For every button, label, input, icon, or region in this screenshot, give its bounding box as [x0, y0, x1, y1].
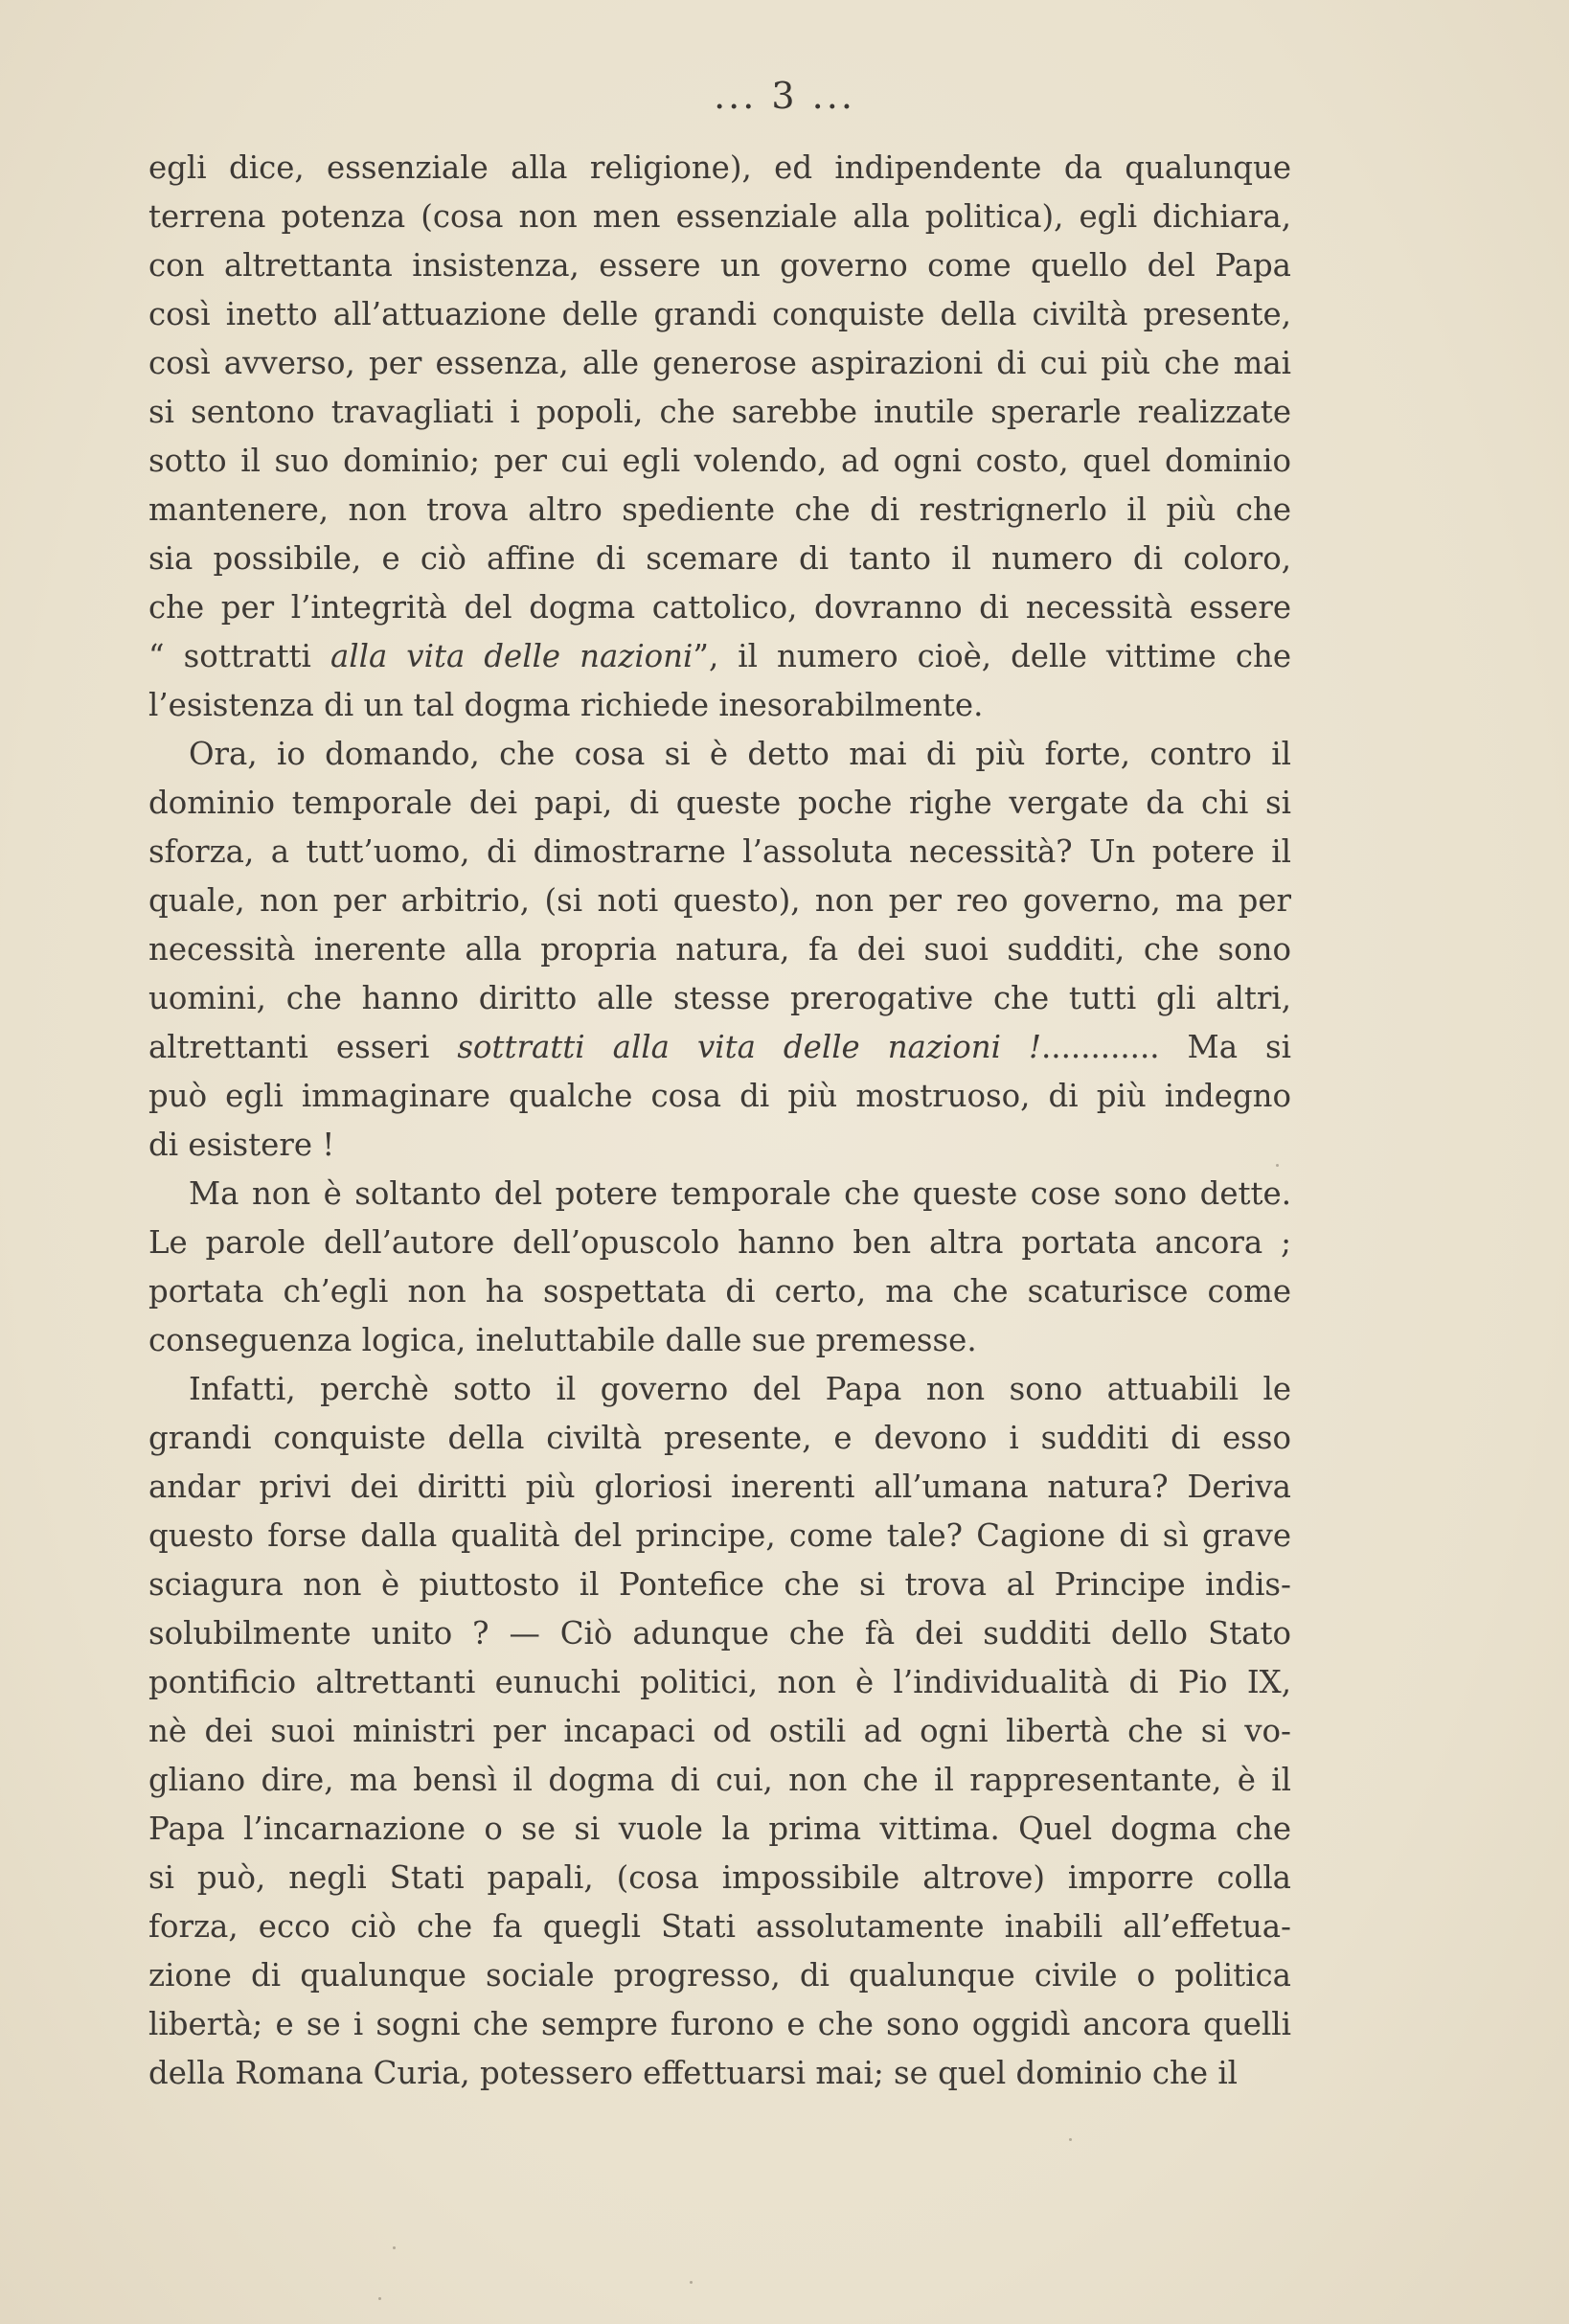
text-line — [148, 1658, 1291, 1707]
text-run: conseguenza logica, ineluttabile dalle sue premesse. — [148, 1322, 977, 1358]
text-run: così inetto all’attuazione delle grandi conquiste della civiltà presente, — [148, 296, 1291, 332]
text-line — [148, 1609, 1291, 1658]
text-run: così avverso, per essenza, alle generose aspirazioni di cui più che mai — [148, 345, 1291, 381]
text-run: ”, il numero cioè, delle vittime che — [693, 638, 1291, 674]
text-run: egli dice, essenziale alla religione), ed indipendente da qualunque — [148, 149, 1291, 186]
text-run: portata ch’egli non ha sospettata di certo, ma che scaturisce come — [148, 1273, 1291, 1310]
text-run: zione di qualunque sociale progresso, di qualunque civile o politica — [148, 1957, 1291, 1994]
paper-speck — [1276, 1164, 1279, 1167]
text-run: altrettanti esseri — [148, 1029, 458, 1065]
text-run: sia possibile, e ciò affine di scemare di tanto il numero di coloro, — [148, 540, 1291, 577]
text-line — [148, 779, 1291, 828]
text-line — [148, 925, 1291, 974]
text-line — [148, 1463, 1291, 1512]
paragraph — [148, 144, 1291, 730]
text-line — [148, 1365, 1291, 1414]
text-run: ............ Ma si — [1041, 1029, 1291, 1065]
text-run: può egli immaginare qualche cosa di più mostruoso, di più indegno — [148, 1078, 1291, 1114]
text-line — [148, 1561, 1291, 1609]
text-run: Papa l’incarnazione o se si vuole la prima vittima. Quel dogma che — [148, 1811, 1291, 1847]
text-run: l’esistenza di un tal dogma richiede inesorabilmente. — [148, 687, 984, 723]
text-line — [148, 974, 1291, 1023]
paper-speck — [690, 2281, 693, 2284]
text-run: forza, ecco ciò che fa quegli Stati assolutamente inabili all’effetua- — [148, 1908, 1291, 1945]
paper-speck — [393, 2246, 396, 2249]
page-number: ... 3 ... — [714, 75, 855, 117]
paragraph — [148, 730, 1291, 1170]
text-run: questo forse dalla qualità del principe, come tale? Cagione di sì grave — [148, 1517, 1291, 1554]
italic-phrase: sottratti alla vita delle nazioni ! — [457, 1029, 1042, 1065]
text-line — [148, 877, 1291, 925]
text-line — [148, 828, 1291, 877]
text-line — [148, 1854, 1291, 1902]
text-run: Le parole dell’autore dell’opuscolo hanno ben altra portata ancora ; — [148, 1224, 1291, 1261]
text-line — [148, 1951, 1291, 2000]
text-line — [148, 388, 1291, 437]
text-line — [148, 1219, 1291, 1267]
text-run: quale, non per arbitrio, (si noti questo), non per reo governo, ma per — [148, 882, 1291, 919]
text-line — [148, 1316, 1291, 1365]
text-run: libertà; e se i sogni che sempre furono e che sono oggidì ancora quelli — [148, 2006, 1291, 2042]
text-run: si può, negli Stati papali, (cosa impossibile altrove) imporre colla — [148, 1859, 1291, 1896]
text-run: Ora, io domando, che cosa si è detto mai di più forte, contro il — [189, 736, 1291, 772]
text-line — [148, 241, 1291, 290]
text-run: sotto il suo dominio; per cui egli volendo, ad ogni costo, quel dominio — [148, 443, 1291, 479]
text-run: andar privi dei diritti più gloriosi inerenti all’umana natura? Deriva — [148, 1469, 1291, 1505]
body-text — [148, 144, 1291, 2098]
text-line — [148, 2049, 1291, 2098]
text-line — [148, 1121, 1291, 1170]
text-run: sforza, a tutt’uomo, di dimostrarne l’assoluta necessità? Un potere il — [148, 833, 1291, 870]
text-line — [148, 1902, 1291, 1951]
text-line — [148, 437, 1291, 486]
text-line — [148, 1072, 1291, 1121]
text-line — [148, 583, 1291, 632]
text-run: con altrettanta insistenza, essere un governo come quello del Papa — [148, 247, 1291, 284]
text-line — [148, 1170, 1291, 1219]
text-line — [148, 730, 1291, 779]
text-line — [148, 681, 1291, 730]
text-run: uomini, che hanno diritto alle stesse prerogative che tutti gli altri, — [148, 980, 1291, 1016]
text-line — [148, 339, 1291, 388]
italic-phrase: alla vita delle nazioni — [330, 638, 694, 674]
text-line — [148, 535, 1291, 583]
text-run: pontificio altrettanti eunuchi politici, non è l’individualità di Pio IX, — [148, 1664, 1291, 1700]
text-line — [148, 1512, 1291, 1561]
text-run: si sentono travagliati i popoli, che sarebbe inutile sperarle realizzate — [148, 394, 1291, 430]
text-line — [148, 290, 1291, 339]
text-line — [148, 144, 1291, 193]
text-run: solubilmente unito ? — Ciò adunque che fà dei sudditi dello Stato — [148, 1615, 1291, 1652]
paper-speck — [1069, 2138, 1072, 2141]
paragraph — [148, 1365, 1291, 2098]
text-run: necessità inerente alla propria natura, fa dei suoi sudditi, che sono — [148, 931, 1291, 968]
text-run: Ma non è soltanto del potere temporale che queste cose sono dette. — [189, 1175, 1291, 1212]
text-line — [148, 1707, 1291, 1756]
text-line — [148, 486, 1291, 535]
text-line — [148, 1023, 1291, 1072]
text-line — [148, 1756, 1291, 1805]
text-run: di esistere ! — [148, 1127, 335, 1163]
text-run: mantenere, non trova altro spediente che di restrignerlo il più che — [148, 491, 1291, 528]
text-run: della Romana Curia, potessero effettuarsi mai; se quel dominio che il — [148, 2055, 1239, 2091]
text-run: grandi conquiste della civiltà presente, e devono i sudditi di esso — [148, 1420, 1291, 1456]
text-run: nè dei suoi ministri per incapaci od ostili ad ogni libertà che si vo- — [148, 1713, 1291, 1749]
paper-speck — [378, 2297, 381, 2300]
text-line — [148, 632, 1291, 681]
text-run: dominio temporale dei papi, di queste poche righe vergate da chi si — [148, 785, 1291, 821]
text-run: che per l’integrità del dogma cattolico, dovranno di necessità essere — [148, 589, 1291, 626]
text-line — [148, 1805, 1291, 1854]
text-line — [148, 193, 1291, 241]
text-line — [148, 1267, 1291, 1316]
text-run: sciagura non è piuttosto il Pontefice che si trova al Principe indis- — [148, 1566, 1291, 1603]
text-run: Infatti, perchè sotto il governo del Papa non sono attuabili le — [189, 1371, 1291, 1407]
text-run: gliano dire, ma bensì il dogma di cui, non che il rappresentante, è il — [148, 1762, 1291, 1798]
text-line — [148, 2000, 1291, 2049]
paragraph — [148, 1170, 1291, 1365]
text-run: terrena potenza (cosa non men essenziale alla politica), egli dichiara, — [148, 198, 1291, 235]
text-run: “ sottratti — [148, 638, 330, 674]
text-line — [148, 1414, 1291, 1463]
